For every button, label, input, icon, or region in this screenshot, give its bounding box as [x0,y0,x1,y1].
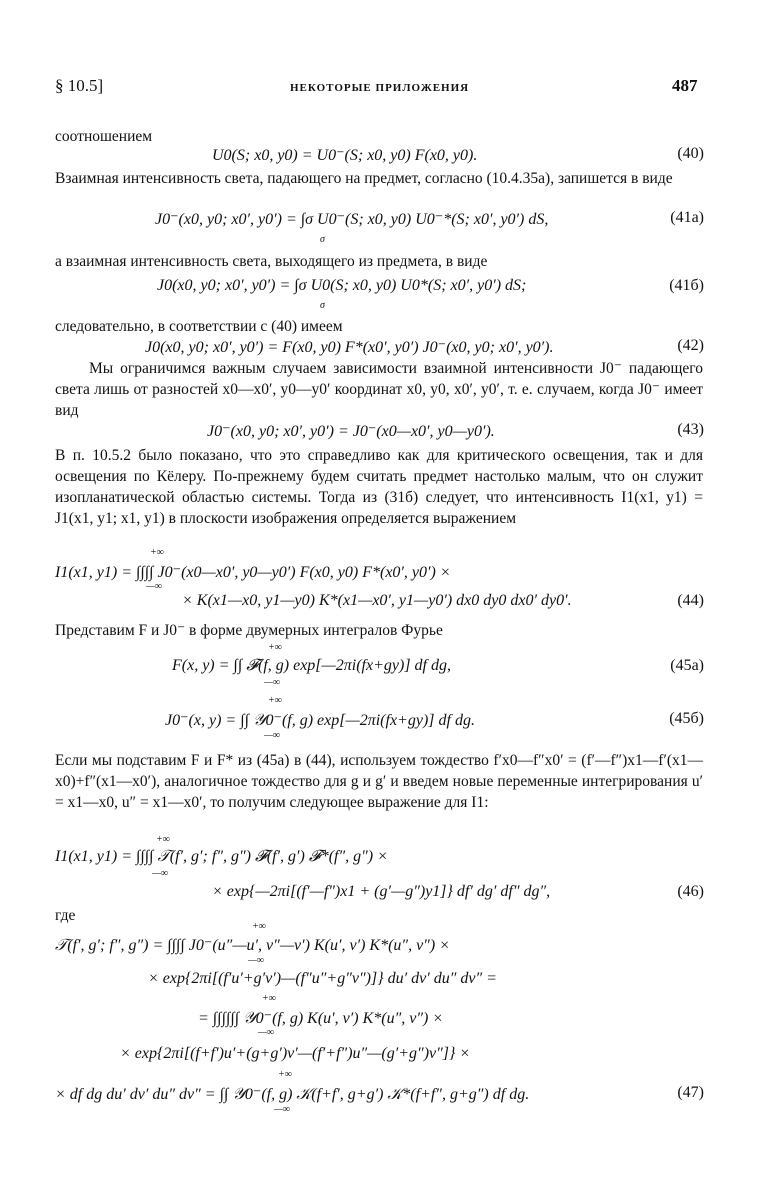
equation-47-line-4: × exp{2πi[(f+f′)u′+(g+g′)v′—(f′+f″)u″—(g′+g″)v″]} × [120,1045,471,1062]
equation-45b: J0⁻(x, y) = ∫∫ 𝒴0⁻(f, g) exp[—2πi(fx+gy)] df dg. [165,712,475,729]
equation-40: U0(S; x0, y0) = U0⁻(S; x0, y0) F(x0, y0). [212,147,478,164]
paragraph-2: Взаимная интенсивность света, падающего на предмет, согласно (10.4.35а), запишется в виде [55,170,673,187]
limit-lower-45a: —∞ [264,677,281,688]
equation-47-line-5: × df dg du′ dv′ du″ dv″ = ∫∫ 𝒴0⁻(f, g) 𝒦(f+f′, g+g′) 𝒦*(f+f″, g+g″) df dg. [55,1086,530,1103]
equation-number-41b: (41б) [669,277,704,294]
paragraph-4: следовательно, в соответствии с (40) имеем [55,318,343,335]
limit-lower-46: —∞ [152,868,169,879]
page-number: 487 [672,76,698,95]
limit-upper-44: +∞ [150,547,164,558]
paragraph-5: Мы ограничимся важным случаем зависимости взаимной интенсивности J0⁻ падающего света лишь от разностей x0—x0′, y0—y0′ координат x0, y0, x0′, y0′, т. е. случаем, когда J0⁻ имеет вид [55,360,703,419]
limit-lower-47c: —∞ [258,1027,275,1038]
equation-41a: J0⁻(x0, y0; x0′, y0′) = ∫σ U0⁻(S; x0, y0) U0⁻*(S; x0′, y0′) dS, [155,211,549,228]
equation-43: J0⁻(x0, y0; x0′, y0′) = J0⁻(x0—x0′, y0—y0′). [207,423,495,440]
limit-upper-47c: +∞ [262,993,276,1004]
equation-45a: F(x, y) = ∫∫ 𝓕(f, g) exp[—2πi(fx+gy)] df dg, [172,657,451,674]
equation-47-line-2: × exp{2πi[(f′u′+g′v′)—(f″u″+g″v″)]} du′ dv′ du″ dv″ = [148,970,497,987]
equation-46-line-2: × exp{—2πi[(f′—f″)x1 + (g′—g″)y1]} df′ dg′ df″ dg″, [212,883,551,900]
limit-lower-44: —∞ [146,581,163,592]
limit-upper-45b: +∞ [268,695,282,706]
equation-number-42: (42) [677,337,704,354]
paragraph-9: где [55,907,76,924]
paragraph-6: В п. 10.5.2 было показано, что это справедливо как для критического освещения, так и для освещения по Кёлеру. По-прежнему будем считать предмет настолько малым, что он служит изопланатической областью системы. Тогда из (31б) следует, что интенсивность I1(x1, y1) = J1(x1, y1; x1, y1) в плоскости изображения определяется выражением [55,447,703,527]
equation-44-line-2: × K(x1—x0, y1—y0) K*(x1—x0′, y1—y0′) dx0 dy0 dx0′ dy0′. [182,592,572,609]
running-head-title: НЕКОТОРЫЕ ПРИЛОЖЕНИЯ [290,82,470,94]
equation-44-line-1: I1(x1, y1) = ∫∫∫∫ J0⁻(x0—x0′, y0—y0′) F(x0, y0) F*(x0′, y0′) × [55,564,451,581]
running-head-section: § 10.5] [55,76,104,95]
limit-lower-45b: —∞ [264,730,281,741]
equation-number-45a: (45а) [670,657,704,674]
limit-upper-47e: +∞ [278,1069,292,1080]
equation-46-line-1: I1(x1, y1) = ∫∫∫∫ 𝒯(f′, g′; f″, g″) 𝓕(f′, g′) 𝓕*(f″, g″) × [55,848,388,865]
paragraph-3: а взаимная интенсивность света, выходящего из предмета, в виде [55,253,488,270]
equation-number-46: (46) [677,883,704,900]
equation-47-line-1: 𝒯(f′, g′; f″, g″) = ∫∫∫∫ J0⁻(u″—u′, v″—v′) K(u′, v′) K*(u″, v″) × [55,937,450,954]
paragraph-8: Если мы подставим F и F* из (45а) в (44), используем тождество f′x0—f″x0′ = (f′—f″)x1—f′(x1—x0)+f″(x1—x0′), аналогичное тождество для g и g′ и введем новые переменные интегрирования u′ = x1—x0, u″ = x1—x0′, то получим следующее выражение для I1: [55,752,703,811]
limit-upper-46: +∞ [156,834,170,845]
limit-upper-45a: +∞ [268,642,282,653]
paragraph-7: Представим F и J0⁻ в форме двумерных интегралов Фурье [55,622,443,639]
equation-number-47: (47) [677,1084,704,1101]
equation-41b: J0(x0, y0; x0′, y0′) = ∫σ U0(S; x0, y0) U0*(S; x0′, y0′) dS; [157,277,527,294]
paragraph-1: соотношением [55,128,153,145]
limit-sigma-41b: σ [320,300,325,311]
equation-number-41a: (41а) [670,209,704,226]
limit-lower-47e: —∞ [274,1104,291,1115]
equation-number-43: (43) [677,421,704,438]
equation-number-45b: (45б) [669,710,704,727]
limit-sigma-41a: σ [320,234,325,245]
limit-upper-47a: +∞ [252,921,266,932]
equation-number-44: (44) [677,592,704,609]
equation-42: J0(x0, y0; x0′, y0′) = F(x0, y0) F*(x0′, y0′) J0⁻(x0, y0; x0′, y0′). [145,339,554,356]
equation-47-line-3: = ∫∫∫∫∫∫ 𝒴0⁻(f, g) K(u′, v′) K*(u″, v″) × [198,1010,444,1027]
limit-lower-47a: —∞ [248,955,265,966]
equation-number-40: (40) [677,145,704,162]
